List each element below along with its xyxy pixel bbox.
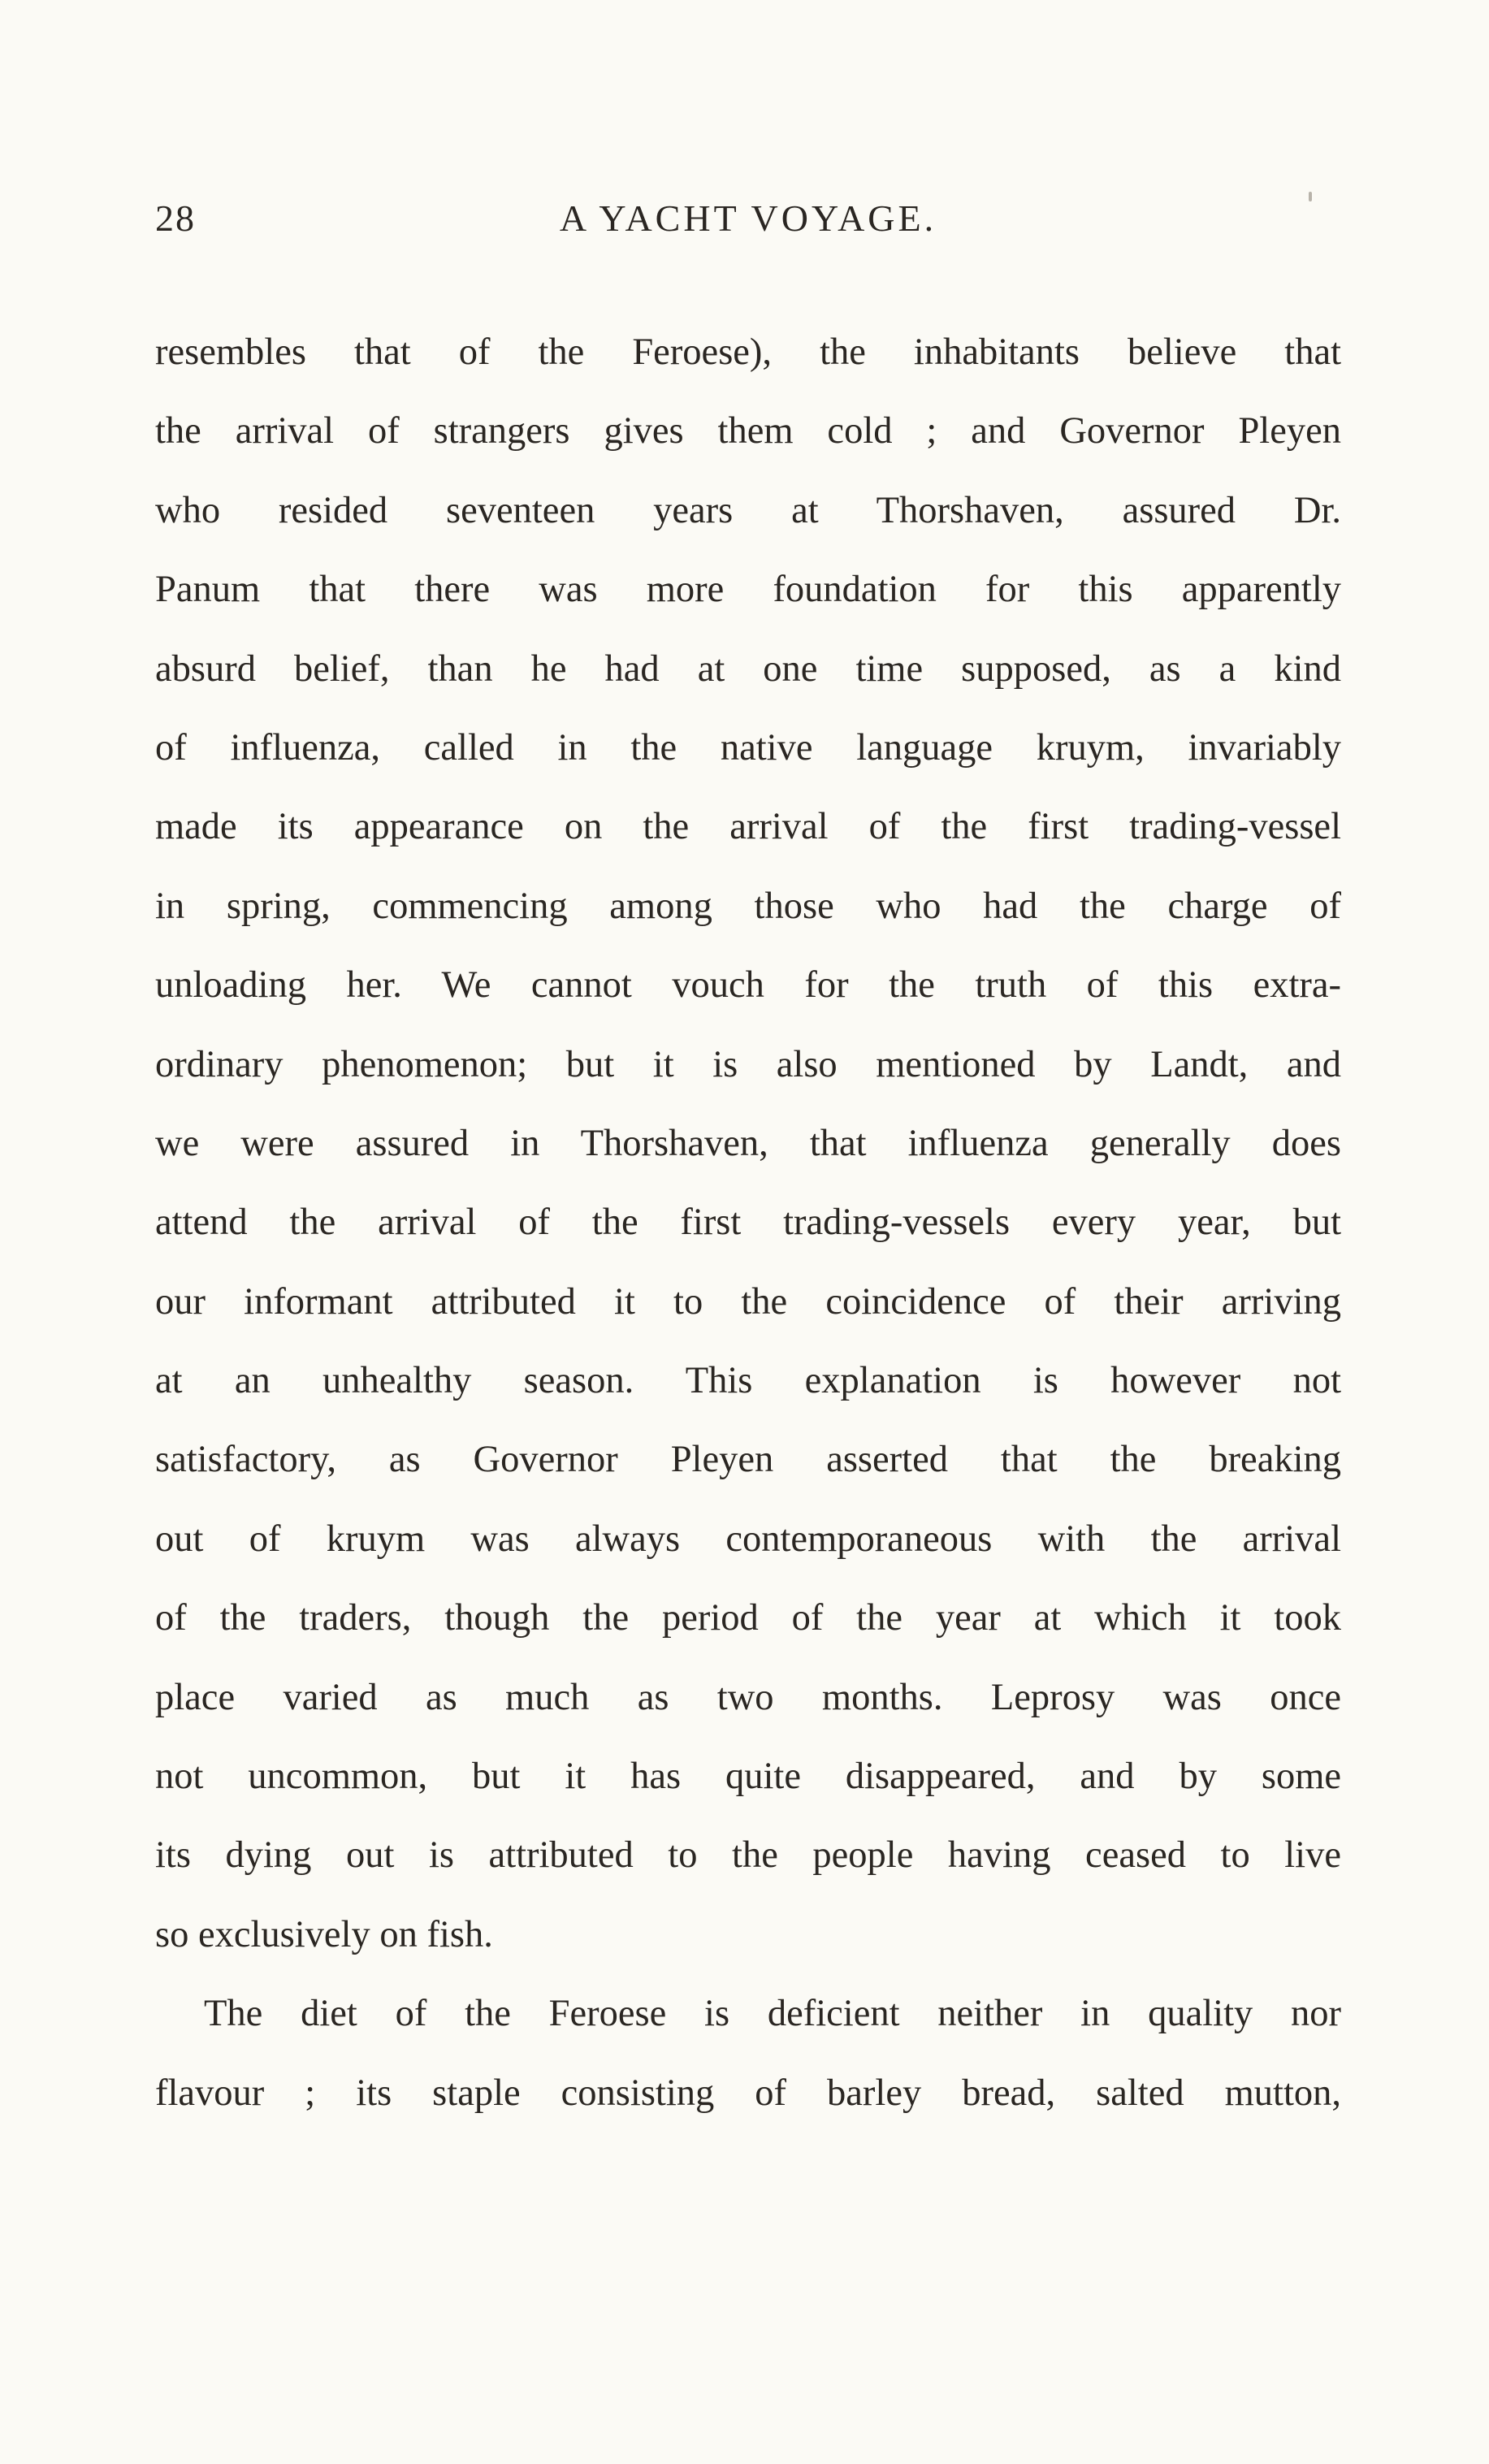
text-line: of the traders, though the period of the year at which it took — [155, 1597, 1341, 1639]
text-line: we were assured in Thorshaven, that influenza generally does — [155, 1122, 1341, 1164]
text-line: who resided seventeen years at Thorshaven, assured Dr. — [155, 489, 1341, 531]
paragraph-2 — [155, 1974, 1341, 2133]
text-line: its dying out is attributed to the people having ceased to live — [155, 1834, 1341, 1877]
ink-speck — [1309, 192, 1312, 201]
text-line: flavour ; its staple consisting of barley bread, salted mutton, — [155, 2072, 1341, 2114]
page-header — [155, 197, 1341, 253]
body-text — [155, 313, 1341, 2133]
text-line: not uncommon, but it has quite disappeared, and by some — [155, 1756, 1341, 1798]
running-title: A YACHT VOYAGE. — [559, 197, 937, 239]
text-line: the arrival of strangers gives them cold ; and Governor Pleyen — [155, 410, 1341, 453]
text-line: made its appearance on the arrival of the first trading-vessel — [155, 806, 1341, 848]
text-line: The diet of the Feroese is deficient neither in quality nor — [204, 1993, 1341, 2035]
text-line: our informant attributed it to the coincidence of their arriving — [155, 1280, 1341, 1323]
text-line: ordinary phenomenon; but it is also mentioned by Landt, and — [155, 1043, 1341, 1085]
text-line: place varied as much as two months. Leprosy was once — [155, 1676, 1341, 1718]
text-line: resembles that of the Feroese), the inhabitants believe that — [155, 331, 1341, 373]
text-line: in spring, commencing among those who had the charge of — [155, 885, 1341, 927]
text-line: absurd belief, than he had at one time supposed, as a kind — [155, 647, 1341, 690]
text-line: so exclusively on fish. — [155, 1913, 493, 1955]
text-line: unloading her. We cannot vouch for the truth of this extra- — [155, 964, 1341, 1007]
text-line: satisfactory, as Governor Pleyen asserted that the breaking — [155, 1439, 1341, 1481]
page-number: 28 — [155, 197, 196, 239]
text-line: attend the arrival of the first trading-vessels every year, but — [155, 1202, 1341, 1244]
text-line: of influenza, called in the native language kruym, invariably — [155, 726, 1341, 769]
text-line: at an unhealthy season. This explanation is however not — [155, 1360, 1341, 1402]
text-line: Panum that there was more foundation for this apparently — [155, 569, 1341, 611]
text-line: out of kruym was always contemporaneous with the arrival — [155, 1518, 1341, 1560]
paragraph-1 — [155, 313, 1341, 1974]
